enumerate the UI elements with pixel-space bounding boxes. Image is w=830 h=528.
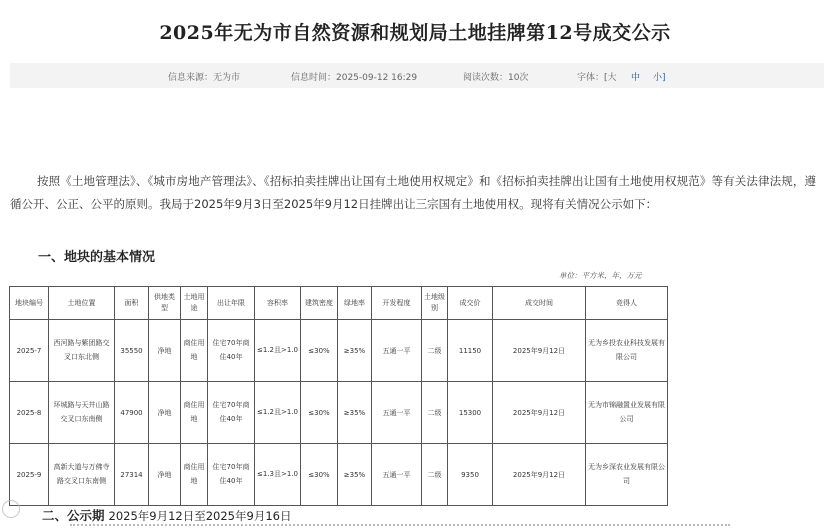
publicity-period-line	[42, 506, 291, 524]
table-header-row	[10, 287, 668, 320]
cropped-text-line	[70, 524, 730, 528]
cell-density: ≤30%	[301, 320, 338, 382]
cell-location: 西河路与紫团路交叉口东北侧	[49, 320, 115, 382]
cell-price: 9350	[448, 444, 493, 506]
cell-supply: 净地	[149, 320, 181, 382]
cell-far: ≤1.3且>1.0	[255, 444, 301, 506]
watermark-logo-icon	[2, 500, 20, 518]
cell-code: 2025-7	[10, 320, 49, 382]
table-row	[10, 320, 668, 382]
col-header-location: 土地位置	[49, 287, 115, 320]
cell-code: 2025-9	[10, 444, 49, 506]
cell-winner: 无为乡深农业发展有限公司	[586, 444, 668, 506]
table-row	[10, 444, 668, 506]
section-heading-land-info: 一、地块的基本情况	[38, 250, 156, 265]
cell-green: ≥35%	[338, 444, 372, 506]
cell-term: 住宅70年商住40年	[208, 320, 255, 382]
section-heading-publicity: 二、公示期	[42, 508, 105, 523]
col-header-price: 成交价	[448, 287, 493, 320]
col-header-usage: 土地用途	[181, 287, 208, 320]
cell-far: ≤1.2且>1.0	[255, 382, 301, 444]
col-header-supply: 供地类型	[149, 287, 181, 320]
cell-far: ≤1.2且>1.0	[255, 320, 301, 382]
article-info-bar	[10, 63, 824, 88]
info-views: 阅读次数：10次	[463, 73, 529, 83]
cell-area: 27314	[115, 444, 149, 506]
cell-code: 2025-8	[10, 382, 49, 444]
cell-winner: 无为市锦融置业发展有限公司	[586, 382, 668, 444]
col-header-code: 地块编号	[10, 287, 49, 320]
col-header-grade: 土地级别	[422, 287, 448, 320]
cell-term: 住宅70年商住40年	[208, 444, 255, 506]
cell-date: 2025年9月12日	[493, 382, 586, 444]
land-parcel-table	[9, 286, 668, 506]
cell-green: ≥35%	[338, 382, 372, 444]
publicity-period-dates: 2025年9月12日至2025年9月16日	[108, 509, 292, 523]
col-header-date: 成交时间	[493, 287, 586, 320]
cell-supply: 净地	[149, 382, 181, 444]
cell-grade: 二级	[422, 444, 448, 506]
page-title: 2025年无为市自然资源和规划局土地挂牌第12号成交公示	[159, 22, 671, 44]
cell-usage: 商住用地	[181, 444, 208, 506]
cell-term: 住宅70年商住40年	[208, 382, 255, 444]
cell-dev: 五通一平	[372, 382, 422, 444]
cell-green: ≥35%	[338, 320, 372, 382]
col-header-density: 建筑密度	[301, 287, 338, 320]
cell-usage: 商住用地	[181, 382, 208, 444]
cell-location: 环城路与天井山路交叉口东南侧	[49, 382, 115, 444]
cell-usage: 商住用地	[181, 320, 208, 382]
cell-location: 高新大道与万佛寺路交叉口东南侧	[49, 444, 115, 506]
info-source: 信息来源：无为市	[168, 73, 241, 83]
intro-paragraph: 按照《土地管理法》、《城市房地产管理法》、《招标拍卖挂牌出让国有土地使用权规定》和《招标拍卖挂牌出让国有土地使用权规范》等有关法律法规，遵循公开、公正、公平的原则。我局于2025年9月3日至2025年9月12日挂牌出让三宗国有土地使用权。现将有关情况公示如下：	[10, 174, 816, 211]
cell-winner: 无为乡投农业科技发展有限公司	[586, 320, 668, 382]
font-size-label[interactable]: 字体：[大	[577, 73, 617, 83]
cell-price: 11150	[448, 320, 493, 382]
col-header-term: 出让年限	[208, 287, 255, 320]
col-header-far: 容积率	[255, 287, 301, 320]
cell-date: 2025年9月12日	[493, 444, 586, 506]
cell-area: 47900	[115, 382, 149, 444]
table-row	[10, 382, 668, 444]
cell-grade: 二级	[422, 320, 448, 382]
cell-supply: 净地	[149, 444, 181, 506]
col-header-dev: 开发程度	[372, 287, 422, 320]
unit-note: 单位：平方米，年，万元	[559, 271, 642, 280]
info-time: 信息时间：2025-09-12 16:29	[291, 73, 418, 83]
font-size-medium-link[interactable]: 中	[631, 73, 641, 83]
col-header-winner: 竞得人	[586, 287, 668, 320]
font-size-small-link[interactable]: 小]	[653, 73, 666, 83]
cell-dev: 五通一平	[372, 444, 422, 506]
cell-dev: 五通一平	[372, 320, 422, 382]
col-header-area: 面积	[115, 287, 149, 320]
cell-price: 15300	[448, 382, 493, 444]
cell-date: 2025年9月12日	[493, 320, 586, 382]
col-header-green: 绿地率	[338, 287, 372, 320]
cell-density: ≤30%	[301, 444, 338, 506]
cell-area: 35550	[115, 320, 149, 382]
cell-density: ≤30%	[301, 382, 338, 444]
cell-grade: 二级	[422, 382, 448, 444]
